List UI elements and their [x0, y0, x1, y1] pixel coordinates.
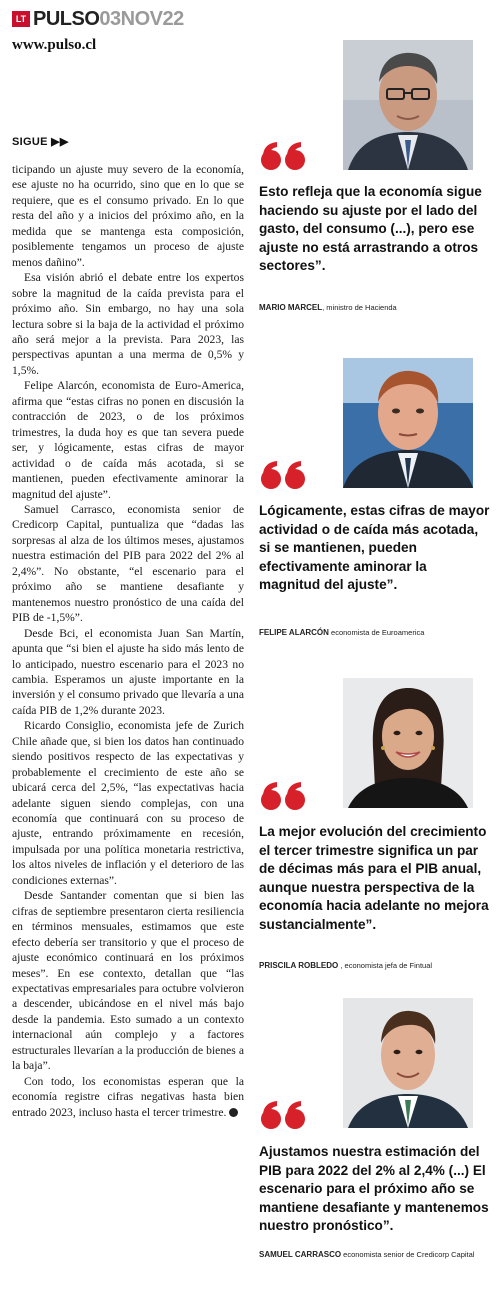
article-paragraph-text: Con todo, los economistas esperan que la economía registre cifras negativas hasta bien entrado 2023, incluso hasta el tercer trimestre. [12, 1074, 244, 1119]
article-paragraph: Samuel Carrasco, economista senior de Credicorp Capital, puntualiza que “dadas las sorpresas al alza de los últimos meses, ajustamos nuestra estimación del PIB para 2022 del 2% al 2,4%”. No obstante, “el escenario para el próximo año se mantiene desafiante y mantenemos nuestro pronóstico de una caída del PIB de -1,5%”. [12, 502, 244, 625]
article-body [12, 162, 247, 1120]
quote-text: La mejor evolución del crecimiento el tercer trimestre significa un par de décimas más para el PIB anual, aunque nuestra perspectiva de la economía hacia adelante no mejora sustancialmente”. [259, 824, 489, 932]
portrait-photo-samuel-carrasco [343, 998, 473, 1128]
attribution-name: PRISCILA ROBLEDO [259, 961, 339, 970]
article-paragraph: Felipe Alarcón, economista de Euro-America, afirma que “estas cifras no ponen en discusión la contracción de 2023, o de los próximos trimestres, la duda hoy es que tan severa puede ser, y lógicamente, estas cifras de mayor actividad o de caída más acotada, si se mantienen, pueden efectivamente aminorar la magnitud del ajuste”. [12, 379, 244, 501]
article-paragraph: Esa visión abrió el debate entre los expertos sobre la magnitud de la caída prevista para el próximo año. Sin embargo, no hay una sola lectura sobre si la baja de la actividad el próximo año será mejor a la prevista. Para 2023, las perspectivas apuntan a una merma de 0,5% y 1,5%. [12, 271, 244, 377]
attribution-name: FELIPE ALARCÓN [259, 628, 329, 637]
attribution-name: MARIO MARCEL [259, 303, 323, 312]
attribution-role: , ministro de Hacienda [322, 303, 397, 312]
attribution-role: economista senior de Credicorp Capital [341, 1250, 475, 1259]
quote-text: Esto refleja que la economía sigue haciendo su ajuste por el lado del gasto, del consumo (...), pero ese ajuste no está arrastrando a otros sectores”. [259, 184, 482, 273]
quote-mark-icon [259, 141, 309, 171]
quote-text: Lógicamente, estas cifras de mayor actividad o de caída más acotada, si se mantienen, pueden efectivamente aminorar la magnitud del ajuste”. [259, 503, 490, 592]
attribution-role: , economista jefa de Fintual [338, 961, 433, 970]
quote-attribution [259, 302, 491, 313]
quote-mark-icon [259, 781, 309, 811]
quote-mark-icon [259, 1100, 309, 1130]
issue-date: 03NOV22 [99, 7, 184, 30]
article-paragraph: Desde Bci, el economista Juan San Martín, apunta que “si bien el ajuste ha sido más lento de lo anticipado, nuestro escenario para el 2023 no cambia. Esperamos un ajuste importante en la inversión y el consumo privado que llevaría a una caída PIB de 1,2% durante 2023. [12, 626, 244, 717]
section-label: SIGUE ▶▶ [12, 136, 69, 148]
end-mark-icon: P [229, 1108, 238, 1117]
article-paragraph: ticipando un ajuste muy severo de la economía, ese ajuste no ha ocurrido, sino que en lo que se requiere, que es el consumo privado. En lo que resta del año y a inicios del próximo año, en la medida que se mantenga esta composición, posiblemente tengamos un proceso de ajuste menos dañino”. [12, 163, 244, 269]
article-paragraph-last [12, 1074, 247, 1120]
quote-attribution [259, 1249, 491, 1260]
quote-text: Ajustamos nuestra estimación del PIB para 2022 del 2% al 2,4% (...) El escenario para el próximo año se mantiene desafiante y mantenemos nuestro pronóstico”. [259, 1144, 489, 1233]
portrait-photo-mario-marcel [343, 40, 473, 170]
article-paragraph: Ricardo Consiglio, economista jefe de Zurich Chile añade que, si bien los datos han continuado siendo positivos respecto de las expectativas y probablemente el crecimiento de este año se ubicará cerca del 2,5%, “las expectativas hacia adelante siguen siendo complejas, con una economía que continuará con su proceso de ajuste, entrando próximamente en recesión, impulsada por una política monetaria restrictiva, los altos niveles de inflación y el deterioro de las condiciones externas”. [12, 719, 244, 887]
attribution-name: SAMUEL CARRASCO [259, 1250, 342, 1259]
attribution-role: economista de Euroamerica [328, 628, 425, 637]
lt-logo: LT [12, 11, 30, 27]
quote-attribution [259, 627, 491, 638]
portrait-photo-felipe-alarcon [343, 358, 473, 488]
quote-mark-icon [259, 460, 309, 490]
portrait-photo-priscila-robledo [343, 678, 473, 808]
masthead [12, 8, 184, 30]
quote-attribution [259, 960, 491, 971]
brand-name: PULSO [33, 7, 100, 30]
site-url[interactable]: www.pulso.cl [12, 37, 97, 53]
article-paragraph: Desde Santander comentan que si bien las cifras de septiembre presentaron cierta resiliencia en términos mensuales, estimamos que este efecto debería ser transitorio y que el proceso de ajuste económico continuará en los próximos meses”. En ese contexto, detallan que “las expectativas empresariales para octubre volvieron a descender, ubicándose en el nivel más bajo desde la pandemia. Esto sumado a un contexto internacional aún complejo y a factores estructurales llevarían a la producción de bienes a la baja”. [12, 889, 244, 1073]
